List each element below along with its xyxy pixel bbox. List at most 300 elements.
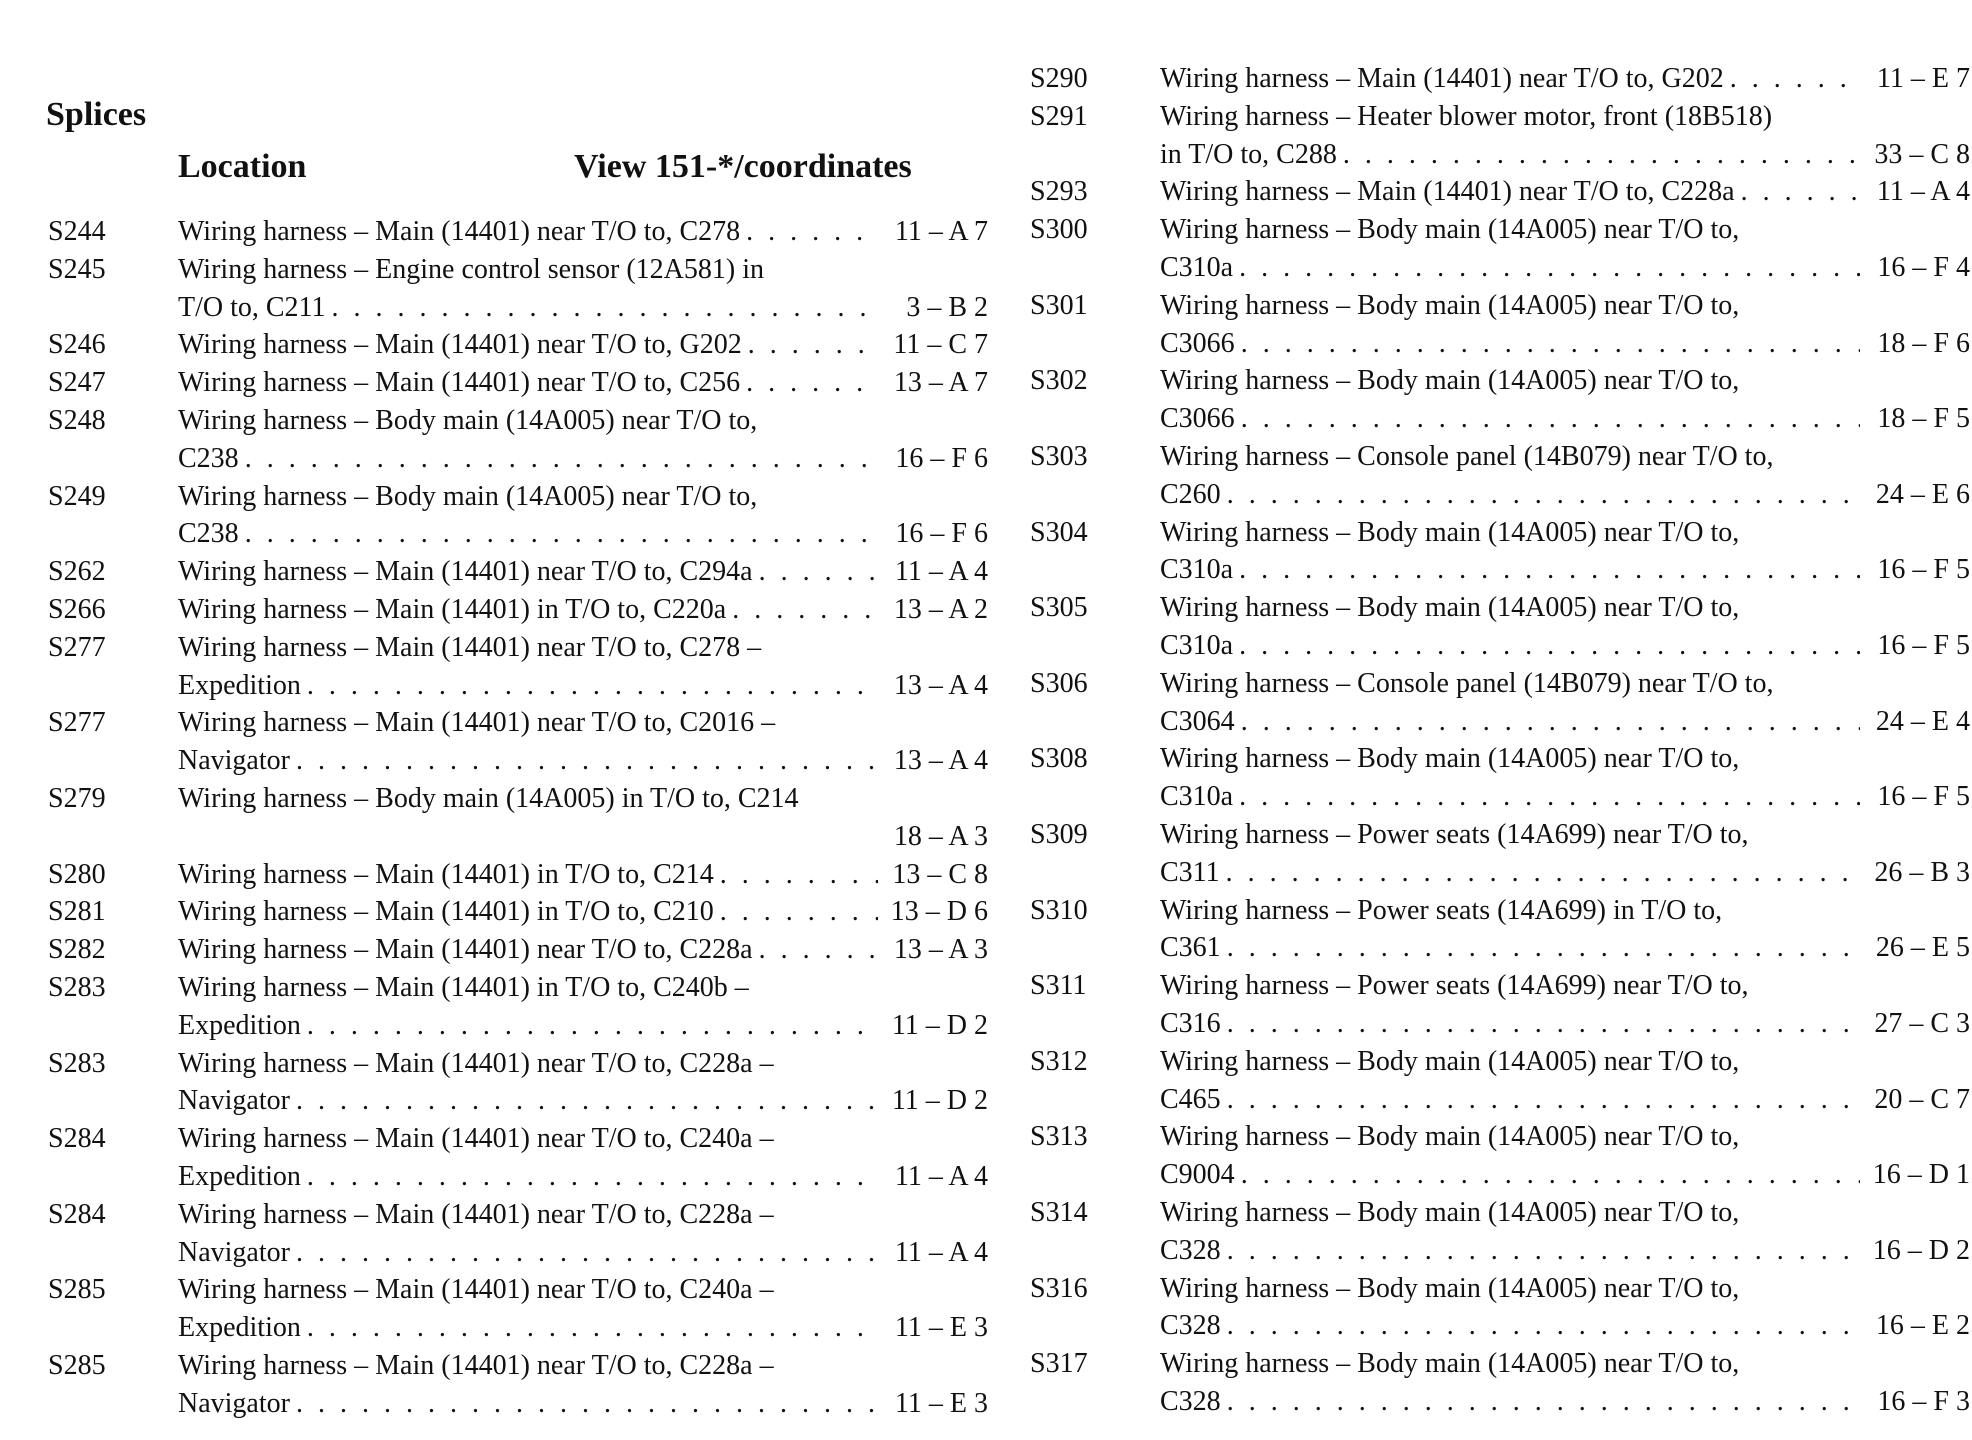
view-coordinate: 13 – A 4 bbox=[893, 669, 988, 701]
location-last-text: C310a bbox=[1160, 251, 1234, 283]
splice-id: S290 bbox=[1030, 63, 1088, 94]
location-line: Wiring harness – Body main (14A005) near T/O to, bbox=[1160, 1121, 1740, 1153]
location-last-line bbox=[178, 326, 878, 364]
splice-entry bbox=[48, 478, 988, 554]
splice-id: S309 bbox=[1030, 818, 1088, 850]
dot-leader bbox=[1227, 476, 1860, 514]
splice-id: S303 bbox=[1030, 440, 1088, 472]
location-line: Wiring harness – Main (14401) near T/O to, C240a – bbox=[178, 1123, 774, 1155]
view-coordinate: 33 – C 8 bbox=[1874, 138, 1970, 170]
location-last-line bbox=[1160, 1232, 1860, 1270]
splice-id: S249 bbox=[48, 480, 106, 512]
dot-leader bbox=[245, 515, 878, 553]
location-last-text: Expedition bbox=[178, 1009, 301, 1041]
splice-id: S300 bbox=[1030, 214, 1088, 246]
location-last-text: C310a bbox=[1160, 629, 1234, 661]
view-coordinate: 16 – E 2 bbox=[1875, 1310, 1970, 1342]
location-last-line bbox=[178, 1385, 878, 1423]
location-line: Wiring harness – Main (14401) near T/O to, C278 – bbox=[178, 631, 762, 663]
location-last-line bbox=[1160, 1156, 1860, 1194]
view-coordinate: 16 – F 5 bbox=[1877, 781, 1970, 813]
splice-entry bbox=[1030, 514, 1970, 590]
location-last-text: Wiring harness – Main (14401) near T/O to, C256 bbox=[178, 367, 741, 399]
splice-location bbox=[178, 478, 878, 554]
splice-id: S283 bbox=[48, 1047, 106, 1079]
right-splice-list bbox=[1030, 60, 1970, 1421]
view-coordinate: 13 – C 8 bbox=[892, 858, 988, 890]
splice-entry bbox=[48, 553, 988, 591]
splice-entry bbox=[1030, 287, 1970, 363]
location-line: Wiring harness – Body main (14A005) near T/O to, bbox=[1160, 1045, 1740, 1077]
location-line: Wiring harness – Body main (14A005) near T/O to, bbox=[1160, 214, 1740, 246]
splice-entry bbox=[1030, 1270, 1970, 1346]
location-line: Wiring harness – Body main (14A005) near T/O to, bbox=[1160, 592, 1740, 624]
dot-leader bbox=[1227, 1232, 1860, 1270]
location-last-line bbox=[178, 213, 878, 251]
location-last-text: Wiring harness – Main (14401) near T/O to, C228a bbox=[178, 934, 753, 966]
location-line: Wiring harness – Body main (14A005) near T/O to, bbox=[1160, 1348, 1740, 1380]
location-line: Wiring harness – Body main (14A005) near T/O to, bbox=[178, 404, 758, 436]
location-last-line bbox=[178, 818, 878, 856]
splice-id: S277 bbox=[48, 631, 106, 663]
splice-location bbox=[178, 931, 878, 969]
splice-location bbox=[178, 1271, 878, 1347]
section-title: Splices bbox=[46, 96, 147, 133]
splice-location bbox=[1160, 1118, 1860, 1194]
location-last-text: Wiring harness – Main (14401) near T/O to, C294a bbox=[178, 556, 753, 588]
splice-entry bbox=[48, 1045, 988, 1121]
splice-location bbox=[1160, 1345, 1860, 1421]
location-line: Wiring harness – Engine control sensor (12A581) in bbox=[178, 253, 764, 285]
location-last-line bbox=[178, 440, 878, 478]
location-line: Wiring harness – Body main (14A005) near T/O to, bbox=[1160, 516, 1740, 548]
view-coordinate: 11 – E 3 bbox=[894, 1312, 988, 1344]
view-coordinate: 11 – A 4 bbox=[894, 1236, 988, 1268]
dot-leader bbox=[1227, 1005, 1860, 1043]
splice-location bbox=[178, 629, 878, 705]
location-line: Wiring harness – Body main (14A005) near T/O to, bbox=[178, 480, 758, 512]
location-last-text: C238 bbox=[178, 518, 239, 550]
dot-leader bbox=[759, 553, 878, 591]
splice-entry bbox=[48, 704, 988, 780]
location-last-line bbox=[178, 856, 878, 894]
splice-entry bbox=[1030, 589, 1970, 665]
location-line: Wiring harness – Main (14401) near T/O to, C228a – bbox=[178, 1349, 774, 1381]
splice-entry bbox=[48, 1347, 988, 1423]
splice-entry bbox=[1030, 892, 1970, 968]
location-last-text: Navigator bbox=[178, 1236, 290, 1268]
splice-location bbox=[1160, 1194, 1860, 1270]
view-coordinate: 11 – A 4 bbox=[894, 556, 988, 588]
splice-id: S293 bbox=[1030, 176, 1088, 208]
view-coordinate: 16 – D 1 bbox=[1872, 1159, 1970, 1191]
splice-entry bbox=[1030, 60, 1970, 98]
splice-id: S285 bbox=[48, 1349, 106, 1381]
splice-entry bbox=[1030, 967, 1970, 1043]
view-coordinate: 16 – F 6 bbox=[895, 442, 988, 474]
splice-location bbox=[1160, 514, 1860, 590]
splice-entry bbox=[48, 931, 988, 969]
location-last-line bbox=[178, 289, 878, 327]
view-coordinate: 11 – A 4 bbox=[1876, 176, 1970, 208]
location-last-text: C260 bbox=[1160, 478, 1221, 510]
splice-id: S281 bbox=[48, 896, 106, 928]
splice-entry bbox=[1030, 98, 1970, 174]
view-coordinate: 18 – A 3 bbox=[893, 820, 988, 852]
location-line: Wiring harness – Console panel (14B079) near T/O to, bbox=[1160, 667, 1774, 699]
view-coordinate: 11 – E 3 bbox=[894, 1387, 988, 1419]
splice-id: S284 bbox=[48, 1123, 106, 1155]
splice-location bbox=[178, 251, 878, 327]
splice-id: S304 bbox=[1030, 516, 1088, 548]
splice-entry bbox=[1030, 740, 1970, 816]
location-last-text: C310a bbox=[1160, 781, 1234, 813]
location-line: Wiring harness – Main (14401) in T/O to, C240b – bbox=[178, 971, 749, 1003]
dot-leader bbox=[1343, 136, 1860, 174]
dot-leader bbox=[296, 1385, 878, 1423]
splice-location bbox=[178, 893, 878, 931]
location-line: Wiring harness – Power seats (14A699) in T/O to, bbox=[1160, 894, 1723, 926]
dot-leader bbox=[307, 1309, 878, 1347]
view-coordinate: 18 – F 5 bbox=[1877, 403, 1970, 435]
dot-leader bbox=[296, 742, 878, 780]
location-last-text: Navigator bbox=[178, 1387, 290, 1419]
dot-leader bbox=[1241, 1156, 1860, 1194]
location-last-line bbox=[1160, 136, 1860, 174]
dot-leader bbox=[245, 440, 878, 478]
splice-location bbox=[1160, 1270, 1860, 1346]
splice-entry bbox=[1030, 1043, 1970, 1119]
location-last-line bbox=[1160, 60, 1860, 98]
view-coordinate: 13 – D 6 bbox=[890, 896, 988, 928]
view-coordinate: 16 – D 2 bbox=[1872, 1234, 1970, 1266]
location-last-line bbox=[178, 553, 878, 591]
location-line: Wiring harness – Console panel (14B079) near T/O to, bbox=[1160, 440, 1774, 472]
splice-entry bbox=[1030, 1194, 1970, 1270]
dot-leader bbox=[307, 1007, 878, 1045]
location-last-line bbox=[1160, 1383, 1860, 1421]
location-line: Wiring harness – Heater blower motor, front (18B518) bbox=[1160, 100, 1773, 132]
dot-leader bbox=[1241, 325, 1860, 363]
splice-entry bbox=[1030, 362, 1970, 438]
location-last-text: Navigator bbox=[178, 745, 290, 777]
splice-location bbox=[178, 326, 878, 364]
splice-id: S247 bbox=[48, 367, 106, 399]
splice-entry bbox=[48, 856, 988, 894]
splice-location bbox=[178, 780, 878, 856]
splice-id: S301 bbox=[1030, 289, 1088, 321]
location-line: Wiring harness – Body main (14A005) near T/O to, bbox=[1160, 1196, 1740, 1228]
splice-entry bbox=[1030, 1118, 1970, 1194]
dot-leader bbox=[1239, 778, 1860, 816]
view-coordinate: 11 – A 7 bbox=[894, 216, 988, 247]
location-last-line bbox=[178, 893, 878, 931]
view-coordinate: 24 – E 6 bbox=[1875, 478, 1970, 510]
dot-leader bbox=[1239, 249, 1860, 287]
location-last-text: Wiring harness – Main (14401) near T/O to, C278 bbox=[178, 216, 741, 247]
splice-location bbox=[1160, 816, 1860, 892]
splice-id: S282 bbox=[48, 934, 106, 966]
view-coordinate: 13 – A 7 bbox=[893, 367, 988, 399]
location-last-line bbox=[178, 1158, 878, 1196]
dot-leader bbox=[1730, 60, 1860, 98]
splice-id: S285 bbox=[48, 1274, 106, 1306]
location-last-text: Expedition bbox=[178, 1312, 301, 1344]
splice-id: S248 bbox=[48, 404, 106, 436]
location-last-line bbox=[1160, 1307, 1860, 1345]
splice-location bbox=[1160, 438, 1860, 514]
location-last-line bbox=[1160, 476, 1860, 514]
view-coordinate: 27 – C 3 bbox=[1874, 1007, 1970, 1039]
splice-location bbox=[178, 553, 878, 591]
location-last-text: C361 bbox=[1160, 932, 1221, 964]
left-splice-list bbox=[48, 213, 988, 1423]
location-last-text: C316 bbox=[1160, 1007, 1221, 1039]
splice-location bbox=[178, 591, 878, 629]
splice-location bbox=[1160, 967, 1860, 1043]
location-last-line bbox=[178, 364, 878, 402]
location-last-text: C3066 bbox=[1160, 327, 1235, 359]
view-coordinate: 16 – F 4 bbox=[1877, 251, 1970, 283]
splice-id: S244 bbox=[48, 216, 106, 247]
splice-id: S245 bbox=[48, 253, 106, 285]
view-coordinate: 11 – D 2 bbox=[891, 1085, 988, 1117]
location-last-text: Wiring harness – Main (14401) near T/O to, G202 bbox=[178, 329, 742, 361]
location-last-line bbox=[1160, 1081, 1860, 1119]
splice-location bbox=[1160, 362, 1860, 438]
location-last-text: C3066 bbox=[1160, 403, 1235, 435]
dot-leader bbox=[1239, 551, 1860, 589]
splice-id: S277 bbox=[48, 707, 106, 739]
location-last-text: C328 bbox=[1160, 1234, 1221, 1266]
splice-location bbox=[1160, 60, 1860, 98]
splice-entry bbox=[1030, 173, 1970, 211]
location-line: Wiring harness – Body main (14A005) near T/O to, bbox=[1160, 1272, 1740, 1304]
splice-id: S313 bbox=[1030, 1121, 1088, 1153]
splice-entry bbox=[48, 213, 988, 251]
view-coordinate: 26 – E 5 bbox=[1875, 932, 1970, 964]
splice-entry bbox=[48, 364, 988, 402]
location-last-text: Navigator bbox=[178, 1085, 290, 1117]
location-last-line bbox=[178, 515, 878, 553]
location-last-text: C465 bbox=[1160, 1083, 1221, 1115]
dot-leader bbox=[307, 667, 878, 705]
dot-leader bbox=[720, 856, 878, 894]
location-last-line bbox=[178, 931, 878, 969]
view-coordinate: 11 – A 4 bbox=[894, 1160, 988, 1192]
splice-id: S308 bbox=[1030, 743, 1088, 775]
splice-id: S291 bbox=[1030, 100, 1088, 132]
view-coordinate: 16 – F 3 bbox=[1877, 1385, 1970, 1417]
splice-location bbox=[178, 1347, 878, 1423]
splice-location bbox=[1160, 1043, 1860, 1119]
dot-leader bbox=[720, 893, 878, 931]
location-last-line bbox=[178, 667, 878, 705]
location-line: Wiring harness – Main (14401) near T/O to, C240a – bbox=[178, 1274, 774, 1306]
location-last-line bbox=[1160, 1005, 1860, 1043]
location-line: Wiring harness – Body main (14A005) in T/O to, C214 bbox=[178, 782, 799, 814]
splice-id: S279 bbox=[48, 782, 106, 814]
location-line: Wiring harness – Body main (14A005) near T/O to, bbox=[1160, 743, 1740, 775]
location-last-text: C3064 bbox=[1160, 705, 1235, 737]
splice-location bbox=[178, 969, 878, 1045]
splice-entry bbox=[48, 251, 988, 327]
view-coordinate: 3 – B 2 bbox=[906, 291, 988, 323]
view-coordinate: 13 – A 2 bbox=[893, 593, 988, 625]
location-last-line bbox=[178, 742, 878, 780]
splice-location bbox=[178, 1120, 878, 1196]
location-last-text: C9004 bbox=[1160, 1159, 1235, 1191]
dot-leader bbox=[1241, 703, 1860, 741]
view-coordinate: 11 – C 7 bbox=[893, 329, 988, 361]
view-coordinate: 18 – F 6 bbox=[1877, 327, 1970, 359]
splice-id: S311 bbox=[1030, 970, 1087, 1002]
splice-entry bbox=[48, 1196, 988, 1272]
location-line: Wiring harness – Main (14401) near T/O to, C228a – bbox=[178, 1198, 774, 1230]
location-last-text: Wiring harness – Main (14401) near T/O to, G202 bbox=[1160, 63, 1724, 94]
dot-leader bbox=[1227, 1081, 1860, 1119]
dot-leader bbox=[1241, 400, 1860, 438]
location-last-line bbox=[1160, 249, 1860, 287]
location-last-line bbox=[1160, 854, 1860, 892]
splice-location bbox=[1160, 589, 1860, 665]
view-coordinate: 16 – F 6 bbox=[895, 518, 988, 550]
location-last-line bbox=[178, 1234, 878, 1272]
splice-entry bbox=[1030, 1345, 1970, 1421]
splice-id: S310 bbox=[1030, 894, 1088, 926]
splice-id: S246 bbox=[48, 329, 106, 361]
splice-id: S283 bbox=[48, 971, 106, 1003]
location-last-text: Expedition bbox=[178, 669, 301, 701]
splice-location bbox=[178, 402, 878, 478]
location-last-line bbox=[1160, 400, 1860, 438]
location-last-line bbox=[178, 591, 878, 629]
splice-location bbox=[1160, 665, 1860, 741]
splice-entry bbox=[48, 893, 988, 931]
splice-id: S316 bbox=[1030, 1272, 1088, 1304]
dot-leader bbox=[1227, 1307, 1860, 1345]
splice-id: S317 bbox=[1030, 1348, 1088, 1380]
location-last-line bbox=[1160, 173, 1860, 211]
splice-id: S262 bbox=[48, 556, 106, 588]
view-coordinate: 11 – D 2 bbox=[891, 1009, 988, 1041]
dot-leader bbox=[746, 213, 878, 251]
splice-entry bbox=[48, 969, 988, 1045]
view-coordinate: 11 – E 7 bbox=[1876, 63, 1970, 94]
view-coordinates-column-header: View 151-*/coordinates bbox=[574, 148, 912, 185]
location-last-text: C238 bbox=[178, 442, 239, 474]
splice-location bbox=[1160, 740, 1860, 816]
location-last-text: Wiring harness – Main (14401) in T/O to, C214 bbox=[178, 858, 714, 890]
dot-leader bbox=[748, 326, 878, 364]
splice-id: S284 bbox=[48, 1198, 106, 1230]
view-coordinate: 16 – F 5 bbox=[1877, 629, 1970, 661]
location-last-text: T/O to, C211 bbox=[178, 291, 326, 323]
location-last-line bbox=[178, 1007, 878, 1045]
splice-location bbox=[1160, 287, 1860, 363]
splice-location bbox=[178, 213, 878, 251]
dot-leader bbox=[1227, 1383, 1860, 1421]
dot-leader bbox=[732, 591, 878, 629]
splice-entry bbox=[48, 1120, 988, 1196]
dot-leader bbox=[759, 931, 878, 969]
view-coordinate: 13 – A 4 bbox=[893, 745, 988, 777]
location-last-line bbox=[1160, 703, 1860, 741]
splice-entry bbox=[48, 326, 988, 364]
location-last-text: Wiring harness – Main (14401) in T/O to, C220a bbox=[178, 593, 727, 625]
location-last-text: C328 bbox=[1160, 1310, 1221, 1342]
splice-id: S302 bbox=[1030, 365, 1088, 397]
splice-location bbox=[178, 856, 878, 894]
location-last-line bbox=[1160, 325, 1860, 363]
splice-entry bbox=[1030, 816, 1970, 892]
splice-entry bbox=[48, 780, 988, 856]
dot-leader bbox=[296, 1082, 878, 1120]
splice-id: S306 bbox=[1030, 667, 1088, 699]
splice-entry bbox=[48, 1271, 988, 1347]
dot-leader bbox=[1226, 854, 1860, 892]
view-coordinate: 26 – B 3 bbox=[1874, 856, 1970, 888]
location-last-text: C328 bbox=[1160, 1385, 1221, 1417]
splice-id: S305 bbox=[1030, 592, 1088, 624]
location-last-line bbox=[1160, 551, 1860, 589]
splice-id: S312 bbox=[1030, 1045, 1088, 1077]
splice-entry bbox=[1030, 665, 1970, 741]
dot-leader bbox=[332, 289, 878, 327]
location-last-text: C310a bbox=[1160, 554, 1234, 586]
location-line: Wiring harness – Power seats (14A699) near T/O to, bbox=[1160, 970, 1749, 1002]
location-last-text: Wiring harness – Main (14401) in T/O to, C210 bbox=[178, 896, 714, 928]
splice-location bbox=[1160, 98, 1860, 174]
view-coordinate: 13 – A 3 bbox=[893, 934, 988, 966]
splice-id: S266 bbox=[48, 593, 106, 625]
splice-entry bbox=[48, 591, 988, 629]
splice-id: S314 bbox=[1030, 1196, 1088, 1228]
splice-location bbox=[178, 1196, 878, 1272]
location-line: Wiring harness – Body main (14A005) near T/O to, bbox=[1160, 289, 1740, 321]
location-last-line bbox=[178, 1309, 878, 1347]
dot-leader bbox=[1741, 173, 1860, 211]
location-line: Wiring harness – Main (14401) near T/O to, C228a – bbox=[178, 1047, 774, 1079]
dot-leader bbox=[746, 364, 878, 402]
splice-location bbox=[178, 704, 878, 780]
dot-leader bbox=[1239, 627, 1860, 665]
splice-location bbox=[178, 364, 878, 402]
location-last-line bbox=[178, 1082, 878, 1120]
location-last-text: Wiring harness – Main (14401) near T/O to, C228a bbox=[1160, 176, 1735, 208]
location-line: Wiring harness – Power seats (14A699) near T/O to, bbox=[1160, 818, 1749, 850]
view-coordinate: 16 – F 5 bbox=[1877, 554, 1970, 586]
splice-entry bbox=[48, 629, 988, 705]
location-last-text: in T/O to, C288 bbox=[1160, 138, 1337, 170]
location-last-line bbox=[1160, 627, 1860, 665]
splice-entry bbox=[1030, 438, 1970, 514]
splice-entry bbox=[48, 402, 988, 478]
location-last-line bbox=[1160, 929, 1860, 967]
location-line: Wiring harness – Main (14401) near T/O to, C2016 – bbox=[178, 707, 776, 739]
dot-leader bbox=[296, 1234, 878, 1272]
location-last-line bbox=[1160, 778, 1860, 816]
view-coordinate: 24 – E 4 bbox=[1875, 705, 1970, 737]
location-line: Wiring harness – Body main (14A005) near T/O to, bbox=[1160, 365, 1740, 397]
splice-location bbox=[1160, 892, 1860, 968]
splice-location bbox=[1160, 173, 1860, 211]
view-coordinate: 20 – C 7 bbox=[1874, 1083, 1970, 1115]
location-column-header: Location bbox=[178, 148, 307, 185]
dot-leader bbox=[307, 1158, 878, 1196]
location-last-text: C311 bbox=[1160, 856, 1220, 888]
splice-location bbox=[1160, 211, 1860, 287]
